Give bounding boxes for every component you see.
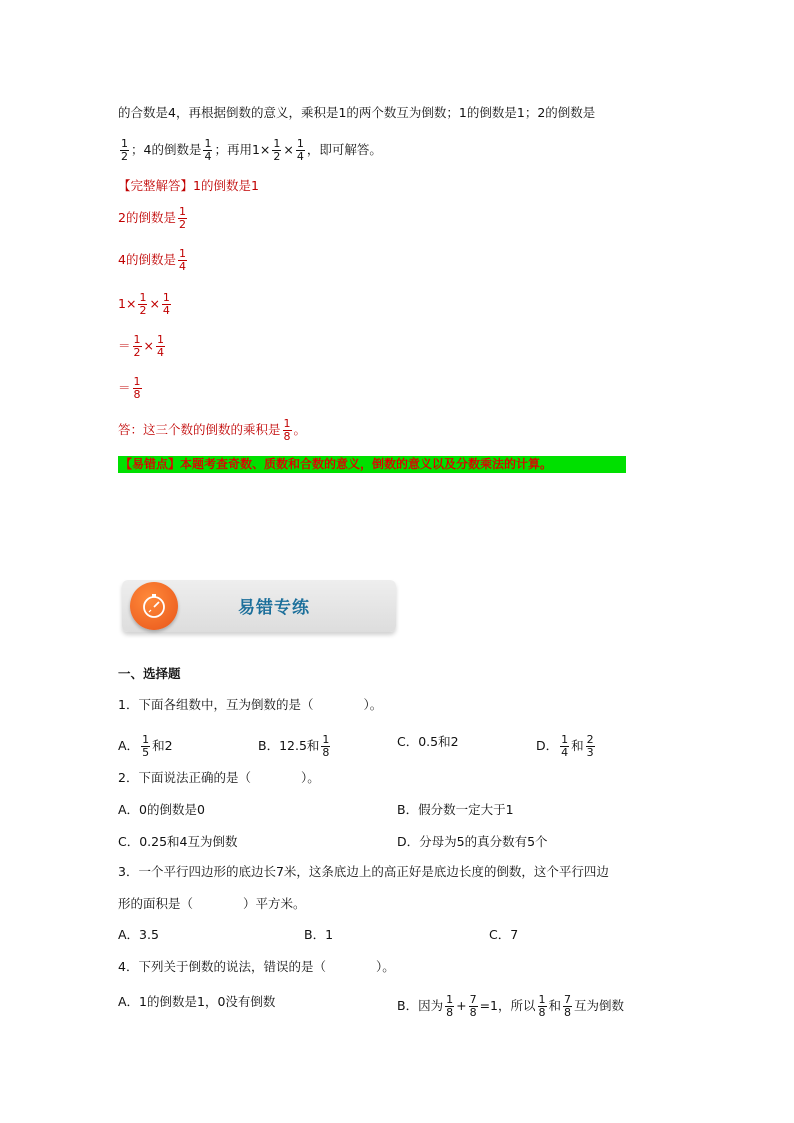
question-3-stem-2: 形的面积是（ ）平方米。	[118, 896, 306, 911]
q1-option-b: B．12.5和 $\frac{1}{8}$	[258, 733, 330, 759]
q1-option-c: C．0.5和2	[397, 734, 459, 749]
fraction: $\frac{1}{8}$	[322, 733, 330, 759]
calc-step-1: 1× $\frac{1}{2}$ × $\frac{1}{4}$	[118, 291, 170, 317]
fraction: $\frac{1}{4}$	[157, 333, 164, 359]
error-note: 【易错点】本题考查奇数、质数和合数的意义，倒数的意义以及分数乘法的计算。	[120, 457, 553, 471]
fraction: $\frac{1}{2}$	[178, 205, 186, 231]
solution-text: ；4的倒数是	[131, 142, 202, 157]
fraction: $\frac{1}{8}$	[133, 375, 141, 401]
q3-option-b: B．1	[304, 927, 334, 942]
solution-line-1	[118, 105, 595, 121]
q2-option-a: A．0的倒数是0	[118, 802, 205, 817]
calc-step-3: ＝ $\frac{1}{8}$	[118, 375, 141, 401]
q2-option-c: C．0.25和4互为倒数	[118, 834, 238, 849]
q3-option-c: C．7	[489, 927, 519, 942]
banner-title: 易错专练	[238, 598, 310, 618]
fraction: $\frac{1}{2}$	[133, 333, 141, 359]
solution-text: 的合数是4，再根据倒数的意义，乘积是1的两个数互为倒数；1的倒数是1；2的倒数是	[118, 105, 596, 120]
q3-option-a: A．3.5	[118, 927, 159, 942]
question-3-stem-1: 3．一个平行四边形的底边长7米，这条底边上的高正好是底边长度的倒数，这个平行四边	[118, 864, 609, 879]
question-1-stem: 1．下面各组数中，互为倒数的是（ ）。	[118, 697, 383, 712]
fraction: $\frac{1}{8}$	[538, 993, 546, 1019]
solution-line-2	[118, 138, 382, 163]
fraction: $\frac{1}{2}$	[139, 291, 147, 317]
calc-step-2: ＝ $\frac{1}{2}$ × $\frac{1}{4}$	[118, 333, 164, 359]
fraction: $\frac{7}{8}$	[564, 993, 572, 1019]
step-four-reciprocal: 4的倒数是 $\frac{1}{4}$	[118, 247, 186, 273]
fraction: $\frac{1}{4}$	[296, 137, 304, 163]
fraction: $\frac{1}{4}$	[204, 137, 212, 163]
fraction: $\frac{1}{4}$	[162, 291, 170, 317]
q4-option-b: B．因为 $\frac{1}{8}$ + $\frac{7}{8}$ =1，所以 $\frac{1}{8}$ 和 $\frac{7}{8}$ 互为倒数	[397, 993, 625, 1019]
stopwatch-icon	[140, 592, 168, 620]
question-4-stem: 4．下列关于倒数的说法，错误的是（ ）。	[118, 959, 395, 974]
section-banner	[122, 580, 396, 632]
question-2-stem: 2．下面说法正确的是（ ）。	[118, 770, 320, 785]
fraction: $\frac{7}{8}$	[469, 993, 477, 1019]
banner-icon-circle	[130, 582, 178, 630]
fraction: $\frac{1}{8}$	[446, 993, 454, 1019]
step-two-reciprocal: 2的倒数是 $\frac{1}{2}$	[118, 205, 186, 231]
q2-option-b: B．假分数一定大于1	[397, 802, 514, 817]
solution-text: ；再用1×	[214, 142, 271, 157]
fraction: $\frac{1}{2}$	[121, 137, 128, 163]
q1-option-a: A． $\frac{1}{5}$ 和2	[118, 733, 173, 759]
q1-option-d: D． $\frac{1}{4}$ 和 $\frac{2}{3}$	[536, 733, 594, 759]
solution-text: ×	[283, 142, 294, 157]
fraction: $\frac{1}{5}$	[142, 733, 150, 759]
fraction: $\frac{1}{8}$	[283, 417, 291, 443]
section-title: 一、选择题	[118, 666, 181, 681]
answer-line: 答：这三个数的倒数的乘积是 $\frac{1}{8}$ 。	[118, 417, 307, 443]
fraction: $\frac{1}{2}$	[273, 137, 281, 163]
error-note-highlight	[118, 456, 626, 473]
full-answer-label: 【完整解答】1的倒数是1	[118, 178, 259, 193]
fraction: $\frac{2}{3}$	[586, 733, 594, 759]
solution-text: ，即可解答。	[306, 142, 382, 157]
q4-option-a: A．1的倒数是1，0没有倒数	[118, 994, 276, 1009]
fraction: $\frac{1}{4}$	[561, 733, 569, 759]
q2-option-d: D．分母为5的真分数有5个	[397, 834, 548, 849]
fraction: $\frac{1}{4}$	[178, 247, 186, 273]
